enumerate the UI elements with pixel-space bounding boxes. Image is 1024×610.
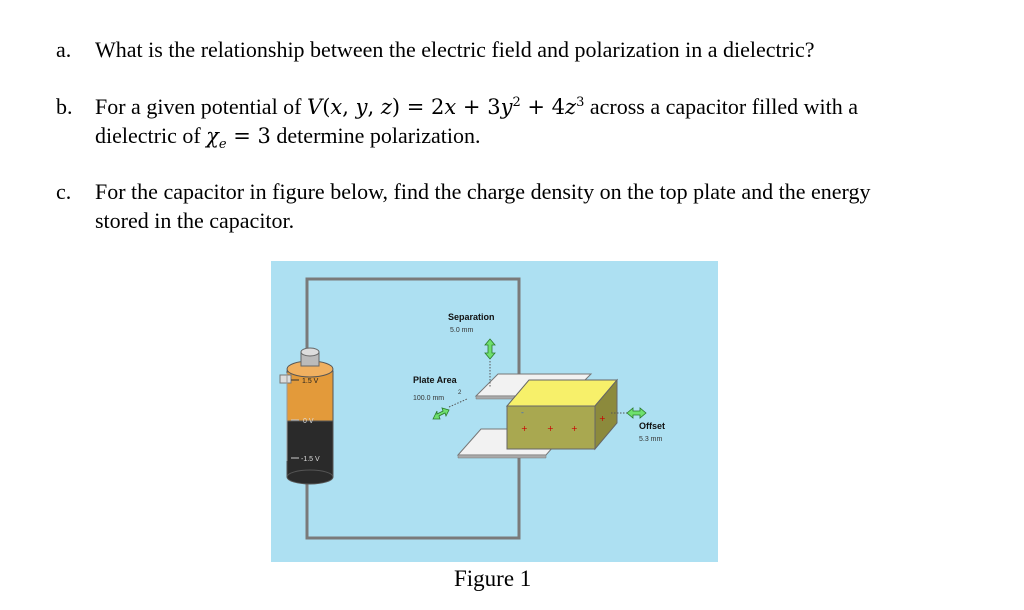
plate-area-exponent: 2 [458,390,462,396]
question-b-label: b. [56,94,73,119]
susceptibility-equation: $\chi_e = 3$ [206,124,271,153]
charge-plus-1: + [521,424,528,433]
charge-plus-2: + [547,424,554,433]
question-b-line1-pre: For a given potential of [95,94,308,119]
question-a-text: What is the relationship between the electric field and polarization in a dielectric? [95,37,815,62]
battery [280,348,333,484]
offset-value: 5.3 mm [639,436,663,443]
battery-bottom-label: -1.5 V [301,456,320,463]
capacitor-diagram [271,261,718,562]
separation-arrow-icon [485,339,495,359]
offset-title: Offset [639,421,666,431]
question-b-line1-post: across a capacitor filled with a [584,94,859,119]
potential-equation: V(x, y, $z) = 2x + 3y^2 + 4z^3$ [307,95,585,119]
plate-area-arrow-icon [433,408,449,419]
question-c-label: c. [56,179,72,204]
question-c-line1: For the capacitor in figure below, find the charge density on the top plate and the energy [95,179,871,204]
charge-plus-3: + [571,424,578,433]
question-b-line2 [95,122,481,153]
question-a-label: a. [56,37,72,62]
question-b-line1 [95,93,858,121]
dielectric-block [507,380,617,449]
question-b-line2-post: determine polarization. [270,123,481,148]
figure-caption: Figure 1 [454,566,532,591]
question-b-line2-pre: dielectric of [95,123,207,148]
separation-value: 5.0 mm [450,327,474,334]
plate-area-value: 100.0 mm [413,395,445,402]
plate-area-title: Plate Area [413,375,457,385]
offset-arrow-icon [627,408,646,418]
battery-mid-label: 0 V [303,418,314,425]
question-c-line2: stored in the capacitor. [95,208,295,233]
capacitor-figure [271,261,718,562]
charge-plus-4: + [599,414,606,423]
charge-minus-1: - [521,408,524,417]
separation-title: Separation [448,312,495,322]
battery-top-label: 1.5 V [302,378,319,385]
